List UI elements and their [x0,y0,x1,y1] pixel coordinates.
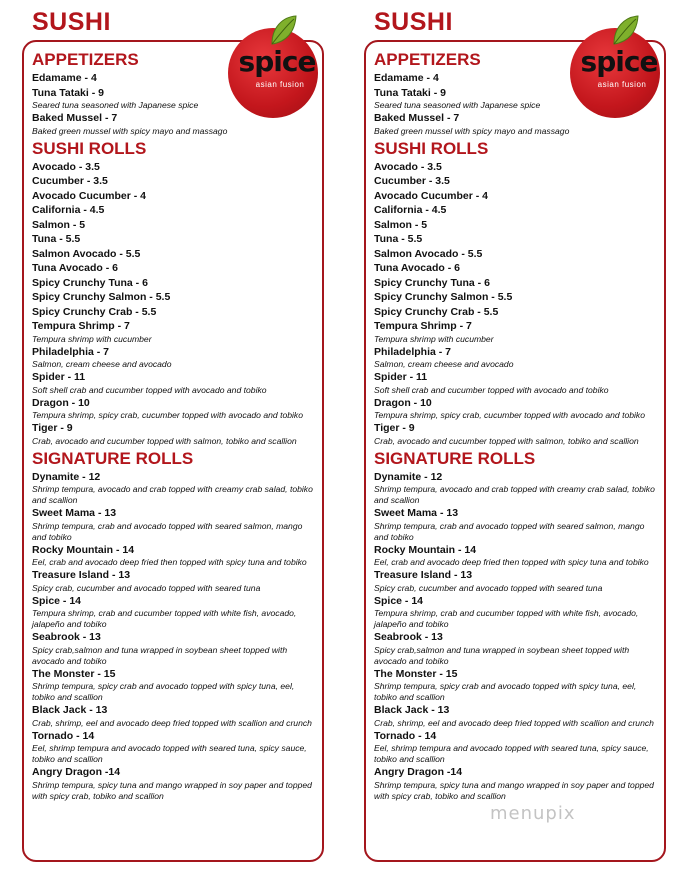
menu-item-description: Soft shell crab and cucumber topped with avocado and tobiko [32,384,267,395]
menu-item-description: Eel, shrimp tempura and avocado topped with seared tuna, spicy sauce, tobiko and scallion [32,743,307,764]
menu-item-name: Spicy Crunchy Tuna - 6 [32,276,148,289]
menu-item [374,630,659,667]
menu-item-description: Tempura shrimp, crab and cucumber topped with white fish, avocado, jalapeño and tobiko [374,608,639,629]
menu-item-name: Salmon - 5 [374,218,428,231]
menu-item [374,729,659,766]
menu-item-description: Tempura shrimp with cucumber [374,333,494,344]
menu-item [32,421,317,447]
menu-item-name: Dragon - 10 [374,396,432,409]
menu-item-name: Rocky Mountain - 14 [374,543,477,556]
spice-logo [228,14,332,118]
menu-item-description: Seared tuna seasoned with Japanese spice [32,100,199,110]
menu-item [374,396,659,422]
menu-item [374,543,659,569]
menu-item [374,160,659,175]
menu-item-description: Tempura shrimp, crab and cucumber topped with white fish, avocado, jalapeño and tobiko [32,608,297,629]
menu-item-name: Avocado - 3.5 [374,160,442,173]
menu-item [32,290,317,305]
menu-item-name: Cucumber - 3.5 [374,175,450,187]
menu-item-name: Spicy Crunchy Salmon - 5.5 [374,291,513,303]
menu-item-name: Seabrook - 13 [32,631,101,643]
menu-item [374,218,659,233]
menu-item [374,174,659,189]
menu-item [374,470,659,507]
menu-item-name: Spicy Crunchy Crab - 5.5 [374,305,499,318]
menu-item-name: Tiger - 9 [374,422,415,434]
menu-item-name: Spice - 14 [374,594,424,607]
menu-item-name: Dynamite - 12 [32,470,101,483]
menu-content [374,48,659,802]
menu-item-description: Eel, crab and avocado deep fried then topped with spicy tuna and tobiko [374,557,649,567]
menu-item-description: Shrimp tempura, spicy crab and avocado topped with spicy tuna, eel, tobiko and scallion [374,681,637,702]
menu-item [374,370,659,396]
menu-item-name: Spicy Crunchy Tuna - 6 [374,276,490,289]
menu-item [32,470,317,507]
menu-item [374,421,659,447]
menu-item-name: Angry Dragon -14 [32,766,121,778]
menu-item-description: Shrimp tempura, spicy tuna and mango wrapped in soy paper and topped with spicy crab, tobiko and scallion [374,779,654,801]
menu-item-name: Sweet Mama - 13 [32,507,117,519]
menu-item-name: Sweet Mama - 13 [374,507,459,519]
menu-item-name: Tuna Avocado - 6 [374,262,460,274]
menu-item-description: Salmon, cream cheese and avocado [32,359,172,369]
menu-item-description: Tempura shrimp, spicy crab, cucumber topped with avocado and tobiko [32,410,304,420]
menu-item [32,160,317,175]
menu-item-description: Shrimp tempura, avocado and crab topped with creamy crab salad, tobiko and scallion [32,484,313,505]
logo-wordmark: spice [238,45,316,78]
menu-item-name: Spicy Crunchy Salmon - 5.5 [32,291,171,303]
menu-item-name: Tempura Shrimp - 7 [374,320,472,332]
menu-item-name: California - 4.5 [374,204,447,216]
menu-item-name: Tuna - 5.5 [374,233,423,245]
menu-item-name: Baked Mussel - 7 [374,112,460,124]
menu-item [374,506,659,543]
menu-item-name: Tornado - 14 [32,729,95,742]
menu-item-description: Soft shell crab and cucumber topped with avocado and tobiko [374,384,609,395]
menu-item-name: Avocado - 3.5 [32,160,100,173]
menu-item-description: Crab, shrimp, eel and avocado deep fried topped with scallion and crunch [374,717,654,728]
logo-wordmark: spice [580,45,658,78]
menu-item [32,218,317,233]
menu-item-description: Baked green mussel with spicy mayo and massago [374,125,570,136]
menu-item [32,276,317,291]
menu-item-description: Shrimp tempura, avocado and crab topped with creamy crab salad, tobiko and scallion [374,484,655,505]
menu-item-description: Seared tuna seasoned with Japanese spice [374,100,541,110]
menu-item-name: Tempura Shrimp - 7 [32,320,130,332]
menu-item-name: Edamame - 4 [32,72,97,84]
menu-item [374,319,659,345]
menu-item [32,247,317,262]
menu-item-name: Tuna - 5.5 [32,233,81,245]
menu-item [32,232,317,247]
menu-item [374,667,659,704]
menu-item-description: Crab, avocado and cucumber topped with salmon, tobiko and scallion [32,435,297,446]
menu-item [374,594,659,631]
menu-item-description: Eel, crab and avocado deep fried then topped with spicy tuna and tobiko [32,557,307,567]
menu-item [32,506,317,543]
menu-item-name: Rocky Mountain - 14 [32,543,135,556]
menu-item [374,345,659,371]
menu-item-name: Cucumber - 3.5 [32,175,108,187]
menu-item-description: Baked green mussel with spicy mayo and massago [32,125,228,136]
menu-item [32,174,317,189]
menu-item [32,630,317,667]
menu-item [32,305,317,320]
menu-panel-left [22,0,322,894]
menu-item [32,765,317,802]
menu-item-description: Crab, shrimp, eel and avocado deep fried topped with scallion and crunch [32,717,312,728]
menu-item-description: Tempura shrimp, spicy crab, cucumber topped with avocado and tobiko [374,410,646,420]
menu-item-name: Philadelphia - 7 [374,345,452,358]
menu-item [32,667,317,704]
menu-item-description: Spicy crab, cucumber and avocado topped with seared tuna [32,582,261,593]
menu-title: SUSHI [374,8,453,36]
menu-item [32,370,317,396]
menu-item-name: The Monster - 15 [374,667,458,680]
section-heading: SUSHI ROLLS [374,138,489,158]
section-heading: SIGNATURE ROLLS [32,448,194,468]
menu-item-name: Baked Mussel - 7 [32,112,118,124]
menu-item-description: Crab, avocado and cucumber topped with salmon, tobiko and scallion [374,435,639,446]
menu-item-name: Spider - 11 [374,371,428,383]
menu-item [32,319,317,345]
menu-item-name: Black Jack - 13 [32,704,108,716]
menu-item-name: Tuna Tataki - 9 [32,86,104,99]
menu-item [32,568,317,594]
menu-item-name: Seabrook - 13 [374,631,443,643]
leaf-icon [268,14,298,48]
menu-item-name: Treasure Island - 13 [32,569,131,581]
section-heading: SIGNATURE ROLLS [374,448,536,468]
menu-item-name: Spicy Crunchy Crab - 5.5 [32,305,157,318]
logo-tagline: asian fusion [255,80,305,89]
menu-item [374,232,659,247]
menu-content [32,48,317,802]
menu-item-description: Spicy crab,salmon and tuna wrapped in soybean sheet topped with avocado and tobiko [374,644,630,666]
spice-logo [570,14,674,118]
menu-item-name: Tuna Tataki - 9 [374,86,446,99]
menu-item-name: Edamame - 4 [374,72,439,84]
menu-item [32,594,317,631]
menu-item-name: Salmon Avocado - 5.5 [374,247,483,260]
menu-item-name: California - 4.5 [32,204,105,216]
menu-item-description: Shrimp tempura, crab and avocado topped with seared salmon, mango and tobiko [374,520,645,542]
menu-item-name: Treasure Island - 13 [374,569,473,581]
menu-item [374,189,659,204]
leaf-icon [610,14,640,48]
menu-item-description: Salmon, cream cheese and avocado [374,359,514,369]
menu-item-name: Angry Dragon -14 [374,766,463,778]
menu-item-name: Tornado - 14 [374,729,437,742]
watermark: menupix [490,803,576,824]
menu-item [32,203,317,218]
menu-item [32,261,317,276]
menu-item [32,543,317,569]
menu-item-description: Tempura shrimp with cucumber [32,333,152,344]
menu-item-name: Philadelphia - 7 [32,345,110,358]
section-heading: APPETIZERS [32,50,139,69]
menu-item-name: Avocado Cucumber - 4 [32,189,146,202]
menu-item-name: Tiger - 9 [32,422,73,434]
menu-item [374,703,659,729]
menu-item-name: Salmon - 5 [32,218,86,231]
menu-item [32,703,317,729]
menu-item-name: The Monster - 15 [32,667,116,680]
menu-item [32,396,317,422]
menu-item [32,729,317,766]
menu-item-name: Dragon - 10 [32,396,90,409]
menu-panel-right [364,0,664,894]
menu-item-name: Dynamite - 12 [374,470,443,483]
menu-item-description: Shrimp tempura, spicy crab and avocado topped with spicy tuna, eel, tobiko and scallion [32,681,295,702]
menu-item [374,203,659,218]
menu-item-description: Shrimp tempura, crab and avocado topped with seared salmon, mango and tobiko [32,520,303,542]
menu-item-name: Spider - 11 [32,371,86,383]
menu-item-name: Spice - 14 [32,594,82,607]
section-heading: APPETIZERS [374,50,481,69]
menu-item-description: Spicy crab, cucumber and avocado topped with seared tuna [374,582,603,593]
menu-item [374,247,659,262]
menu-item-name: Tuna Avocado - 6 [32,262,118,274]
menu-item-description: Spicy crab,salmon and tuna wrapped in soybean sheet topped with avocado and tobiko [32,644,288,666]
section-heading: SUSHI ROLLS [32,138,147,158]
menu-item [374,261,659,276]
menu-item [32,189,317,204]
menu-title: SUSHI [32,8,111,36]
menu-item [374,568,659,594]
menu-item [374,305,659,320]
menu-item-description: Shrimp tempura, spicy tuna and mango wrapped in soy paper and topped with spicy crab, tobiko and scallion [32,779,312,801]
menu-item [374,276,659,291]
menu-item [374,290,659,305]
menu-item-description: Eel, shrimp tempura and avocado topped with seared tuna, spicy sauce, tobiko and scallion [374,743,649,764]
menu-item-name: Black Jack - 13 [374,704,450,716]
menu-item [32,345,317,371]
menu-item [374,765,659,802]
logo-tagline: asian fusion [597,80,647,89]
menu-item-name: Avocado Cucumber - 4 [374,189,488,202]
menu-item-name: Salmon Avocado - 5.5 [32,247,141,260]
